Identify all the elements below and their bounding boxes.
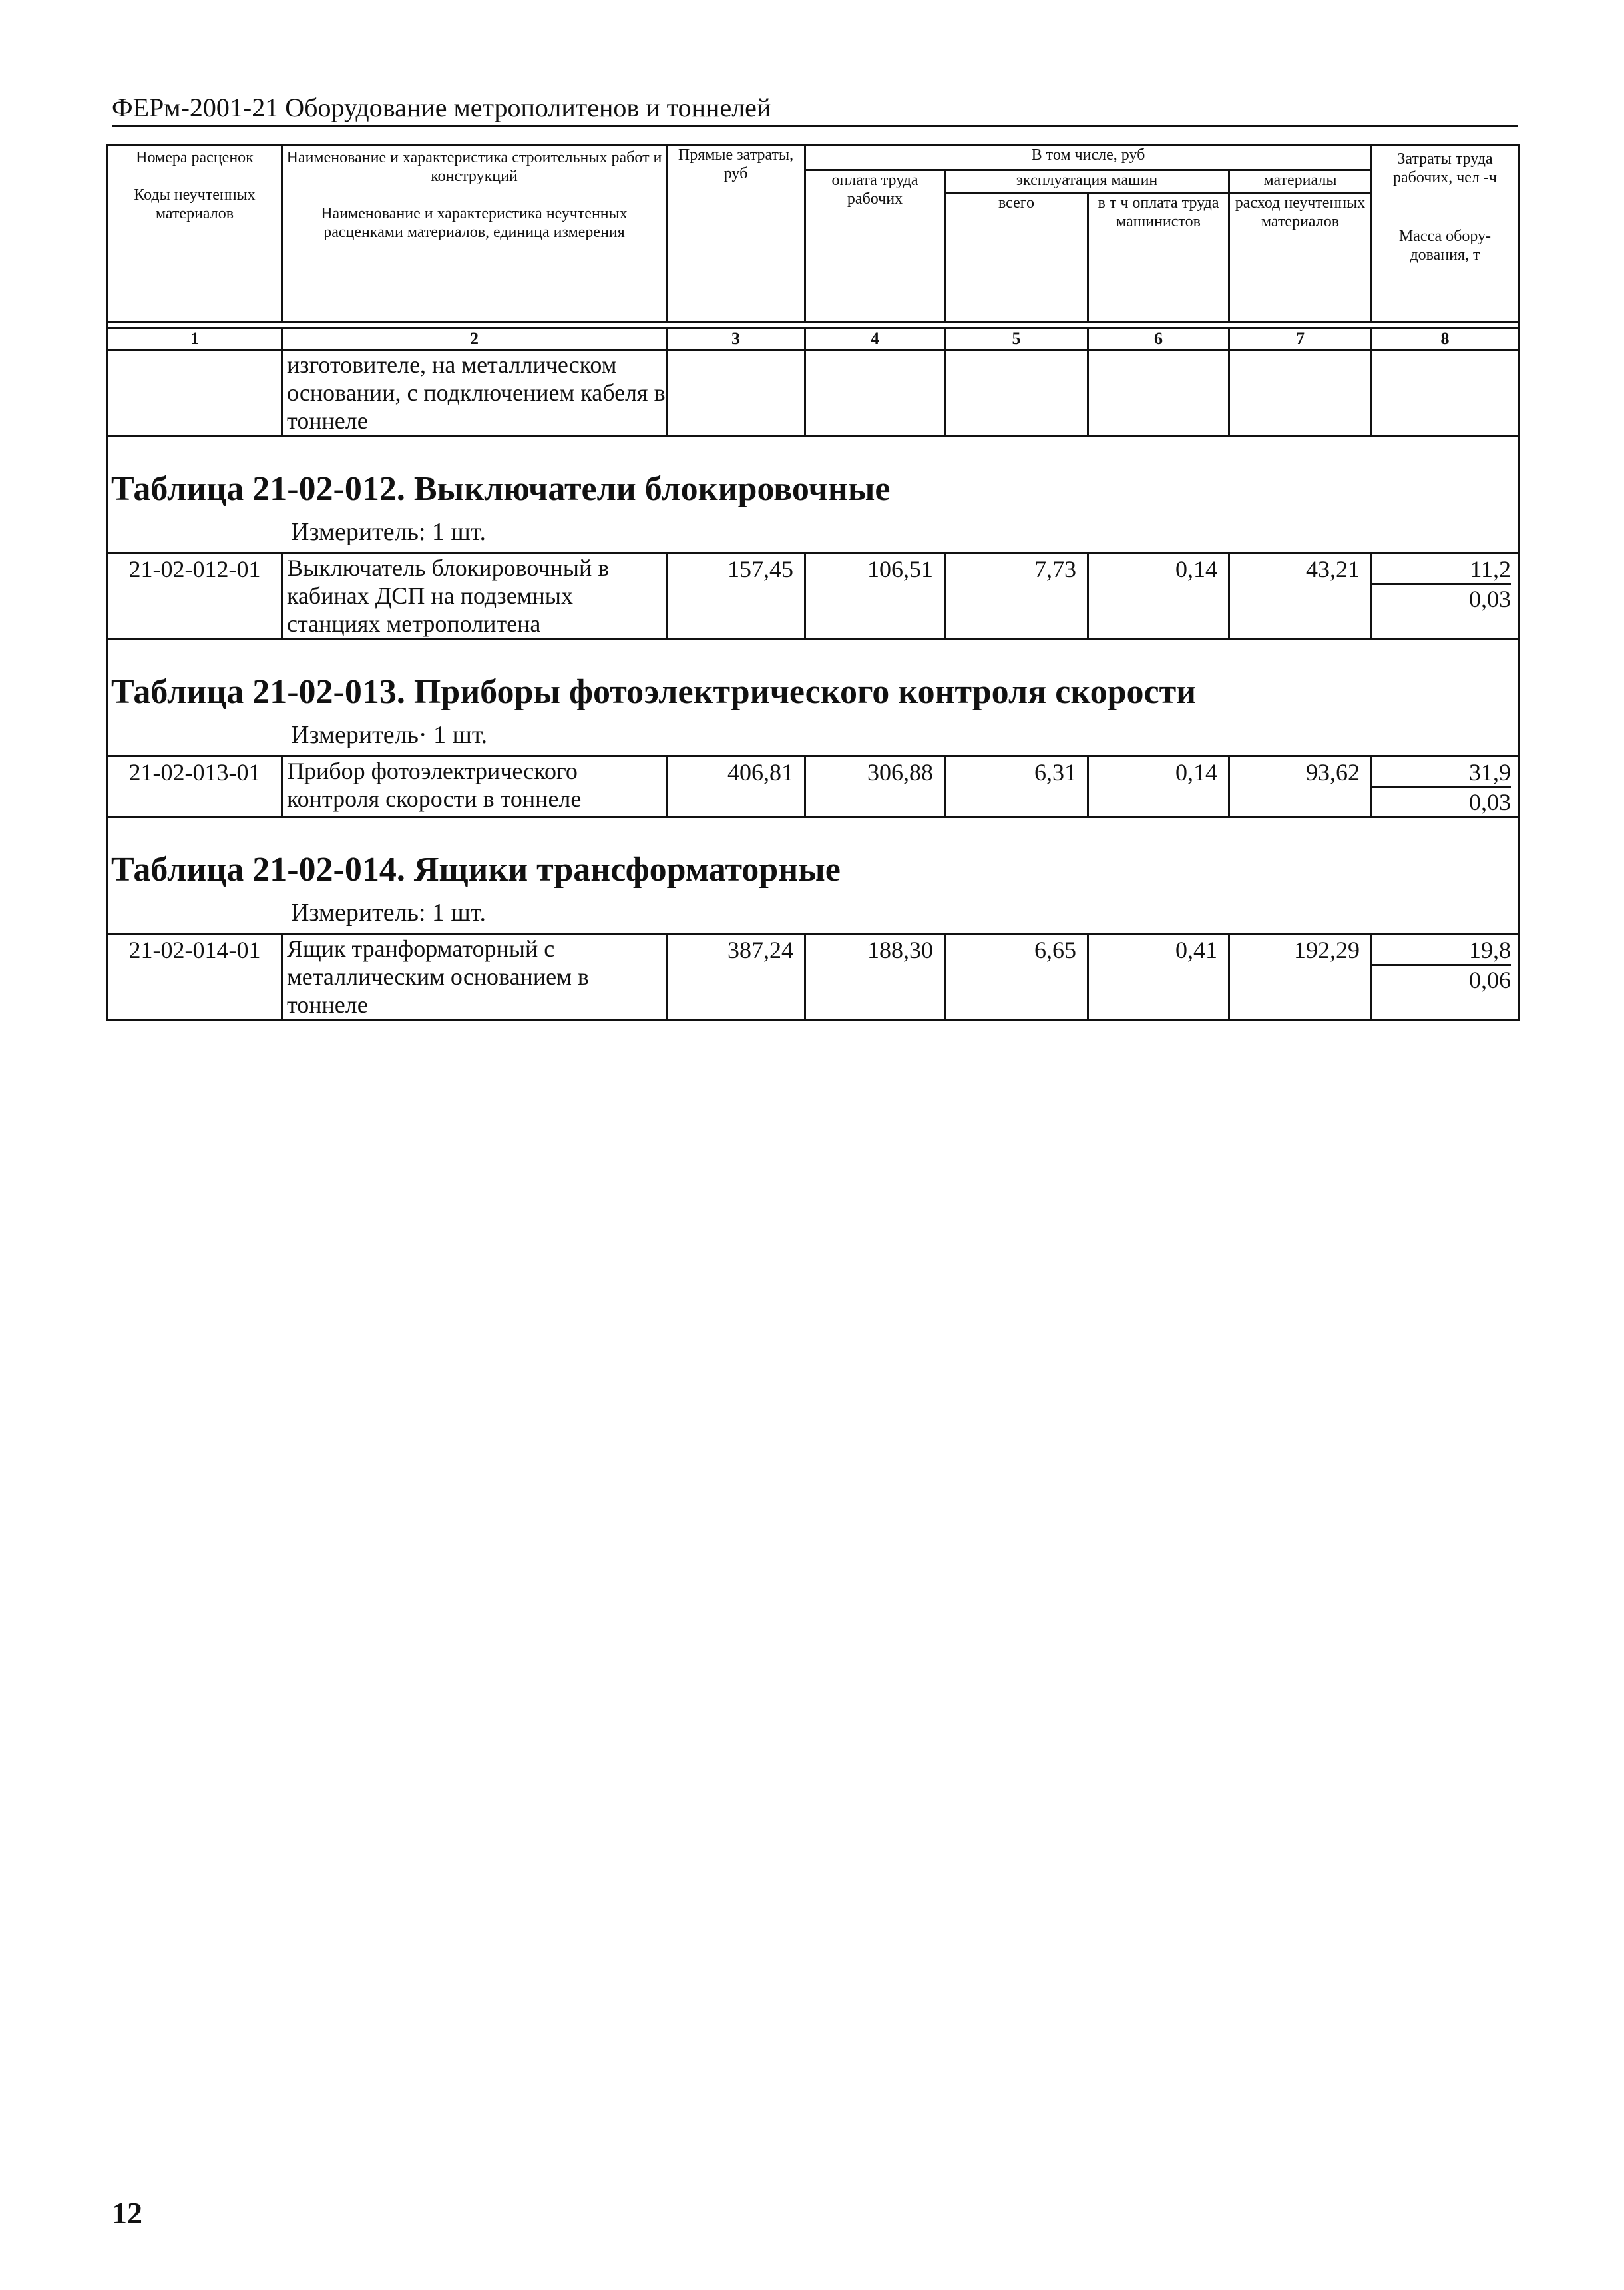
materials-cost: 93,62 <box>1229 756 1372 817</box>
labor-pay: 188,30 <box>805 934 945 1021</box>
section-012-heading <box>108 437 1519 553</box>
header-col7: расход неучтенных материалов <box>1229 193 1372 322</box>
header-col3: Прямые затраты, руб <box>667 145 805 322</box>
column-number: 6 <box>1088 328 1229 350</box>
column-number: 2 <box>282 328 667 350</box>
column-number: 5 <box>945 328 1088 350</box>
labor-hours: 31,9 <box>1372 758 1511 788</box>
header-col1-bottom: Коды неучтенных материалов <box>134 186 256 222</box>
section-title: Таблица 21-02-013. Приборы фотоэлектрического контроля скорости <box>111 673 1197 711</box>
labor-hours: 11,2 <box>1372 555 1511 585</box>
section-013-heading <box>108 640 1519 756</box>
rate-name: Выключатель блокировочный в кабинах ДСП на подземных станциях метрополитена <box>282 553 667 640</box>
labor-pay: 106,51 <box>805 553 945 640</box>
continuation-text: изготовителе, на металлическом основании, с подключением кабеля в тоннеле <box>282 350 667 437</box>
column-number: 7 <box>1229 328 1372 350</box>
section-unit: Измеритель: 1 шт. <box>291 899 486 927</box>
machines-total: 7,73 <box>945 553 1088 640</box>
header-col8-top: Затраты труда рабочих, чел -ч <box>1393 150 1497 186</box>
column-number: 4 <box>805 328 945 350</box>
header-col1-top: Номера расценок <box>136 149 254 166</box>
continuation-row <box>108 350 1519 437</box>
header-col2-bottom: Наименование и характеристика неучтенных расценками материалов, единица измерения <box>321 205 628 241</box>
rate-code: 21-02-014-01 <box>108 934 282 1021</box>
machines-total: 6,65 <box>945 934 1088 1021</box>
header-col6: в т ч оплата труда машинистов <box>1088 193 1229 322</box>
section-unit: Измеритель: 1 шт. <box>291 518 486 546</box>
operators-pay: 0,41 <box>1088 934 1229 1021</box>
labor-pay: 306,88 <box>805 756 945 817</box>
labor-and-mass <box>1372 934 1519 1021</box>
labor-and-mass <box>1372 756 1519 817</box>
labor-hours: 19,8 <box>1372 936 1511 966</box>
header-col8-bottom: Масса обору-дования, т <box>1398 228 1492 264</box>
page-number: 12 <box>112 2196 142 2230</box>
materials-cost: 43,21 <box>1229 553 1372 640</box>
table-row <box>108 553 1519 640</box>
section-title: Таблица 21-02-014. Ящики трансформаторные <box>111 851 841 889</box>
operators-pay: 0,14 <box>1088 553 1229 640</box>
direct-cost: 406,81 <box>667 756 805 817</box>
header-group-total: В том числе, руб <box>805 145 1372 170</box>
equipment-mass: 0,06 <box>1469 967 1511 993</box>
table-row <box>108 756 1519 817</box>
rate-code: 21-02-013-01 <box>108 756 282 817</box>
materials-cost: 192,29 <box>1229 934 1372 1021</box>
header-group-machines: эксплуатация машин <box>945 170 1229 193</box>
equipment-mass: 0,03 <box>1469 586 1511 612</box>
header-col2 <box>282 145 667 322</box>
header-col2-top: Наименование и характеристика строительных работ и конструкций <box>286 149 662 185</box>
direct-cost: 157,45 <box>667 553 805 640</box>
rate-code: 21-02-012-01 <box>108 553 282 640</box>
header-group-materials: материалы <box>1229 170 1372 193</box>
section-title: Таблица 21-02-012. Выключатели блокировочные <box>111 470 891 508</box>
header-col5: всего <box>945 193 1088 322</box>
section-014-heading <box>108 817 1519 934</box>
running-header: ФЕРм-2001-21 Оборудование метрополитенов и тоннелей <box>112 92 1518 127</box>
column-number: 3 <box>667 328 805 350</box>
table-row <box>108 934 1519 1021</box>
header-col4: оплата труда рабочих <box>805 170 945 322</box>
labor-and-mass <box>1372 553 1519 640</box>
column-number: 1 <box>108 328 282 350</box>
machines-total: 6,31 <box>945 756 1088 817</box>
rate-name: Прибор фотоэлектрического контроля скорости в тоннеле <box>282 756 667 817</box>
equipment-mass: 0,03 <box>1469 789 1511 815</box>
column-number: 8 <box>1372 328 1519 350</box>
header-col1 <box>108 145 282 322</box>
direct-cost: 387,24 <box>667 934 805 1021</box>
section-unit: Измеритель· 1 шт. <box>291 721 488 749</box>
header-col8 <box>1372 145 1519 322</box>
operators-pay: 0,14 <box>1088 756 1229 817</box>
rates-table <box>106 144 1520 1021</box>
rate-name: Ящик транформаторный с металлическим основанием в тоннеле <box>282 934 667 1021</box>
